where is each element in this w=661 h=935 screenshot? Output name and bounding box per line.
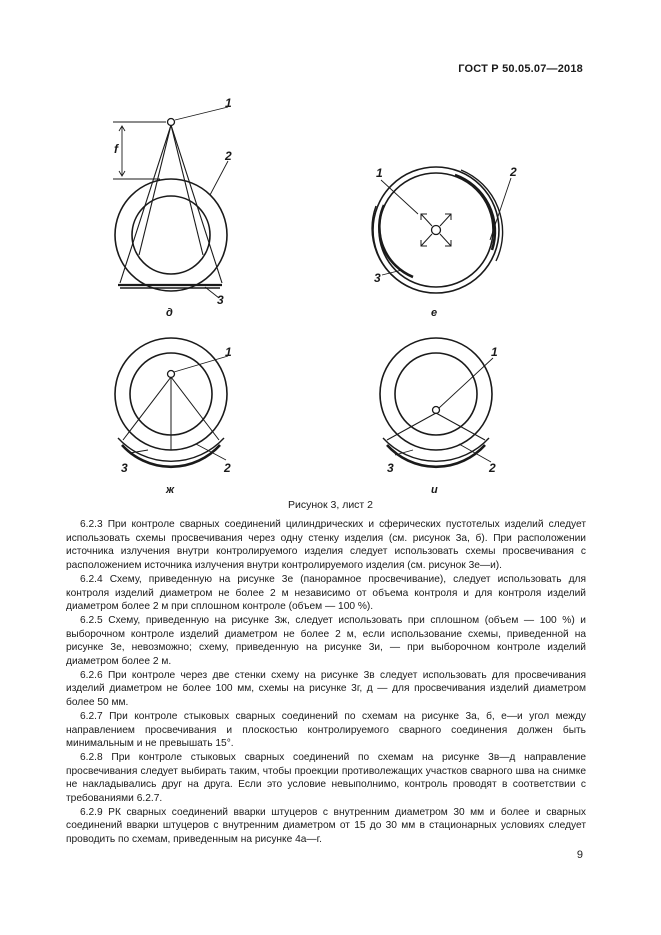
body-text xyxy=(66,518,586,847)
subfigure-label-d: д xyxy=(166,307,173,319)
dimension-d-f: f xyxy=(114,142,118,156)
subfigure-label-i: и xyxy=(431,484,438,496)
subfigure-zh-drawing xyxy=(115,338,228,467)
subfigure-label-e: е xyxy=(431,307,438,319)
marker-d-1: 1 xyxy=(225,96,232,110)
marker-e-2: 2 xyxy=(510,165,517,179)
paragraph-6-2-6: 6.2.6 При контроле через две стенки схему на рисунке 3в следует использовать для просвечивания изделий диаметром не более 100 мм, схемы на рисунке 3г, д — для просвечивания изделий диаметром более 50 мм. xyxy=(66,669,586,709)
marker-i-2: 2 xyxy=(489,461,496,475)
paragraph-6-2-7: 6.2.7 При контроле стыковых сварных соединений по схемам на рисунке 3а, б, е—и угол между направлением просвечивания и плоскостью контролируемого сварного соединения должен быть минимальным и не превышать 15°. xyxy=(66,710,586,750)
marker-i-3: 3 xyxy=(387,461,394,475)
marker-d-3: 3 xyxy=(217,293,224,307)
marker-zh-3: 3 xyxy=(121,461,128,475)
subfigure-d-drawing xyxy=(113,107,228,298)
marker-i-1: 1 xyxy=(491,345,498,359)
marker-d-2: 2 xyxy=(225,149,232,163)
paragraph-6-2-4: 6.2.4 Схему, приведенную на рисунке 3е (панорамное просвечивание), следует использовать для контроля изделий диаметром не более 2 м независимо от объема контроля и для контроля изделий диаметром более 2 м при сплошном контроле (объем — 100 %). xyxy=(66,573,586,613)
marker-e-3: 3 xyxy=(374,271,381,285)
paragraph-6-2-5: 6.2.5 Схему, приведенную на рисунке 3ж, следует использовать при сплошном (объем — 100 %) и выборочном контроле изделий диаметром не более 2 м, если использование схемы, приведенной на рисунке 3е, невозможно; схему, приведенную на рисунке 3и, — при выборочном контроле изделий диаметром более 2 м. xyxy=(66,614,586,668)
subfigure-e-drawing xyxy=(372,167,511,293)
paragraph-6-2-9: 6.2.9 РК сварных соединений вварки штуцеров с внутренним диаметром 30 мм и более и сварных соединений вварки штуцеров с внутренним диаметром от 15 до 30 мм в стационарных условиях следует проводить по схемам, приведенным на рисунке 4а—г. xyxy=(66,806,586,846)
paragraph-6-2-8: 6.2.8 При контроле стыковых сварных соединений по схемам на рисунке 3в—д направление просвечивания следует выбирать таким, чтобы проекции противолежащих участков сварного шва на снимке не накладывались друг на друга. Если это условие невыполнимо, контроль проводят в соответствии с требованиями 6.2.7. xyxy=(66,751,586,805)
marker-zh-2: 2 xyxy=(224,461,231,475)
marker-zh-1: 1 xyxy=(225,345,232,359)
document-header: ГОСТ Р 50.05.07—2018 xyxy=(458,63,583,75)
marker-e-1: 1 xyxy=(376,166,383,180)
subfigure-i-drawing xyxy=(380,338,493,467)
page-number: 9 xyxy=(576,849,583,861)
paragraph-6-2-3: 6.2.3 При контроле сварных соединений цилиндрических и сферических пустотелых изделий следует использовать схемы просвечивания через одну стенку изделия (см. рисунок 3а, б). При расположении источника излучения внутри контролируемого изделия следует использовать схемы просвечивания с расположением источника излучения внутри контролируемого изделия (см. рисунок 3е—и). xyxy=(66,519,586,572)
subfigure-label-zh: ж xyxy=(166,484,175,496)
figure-caption: Рисунок 3, лист 2 xyxy=(288,499,373,511)
